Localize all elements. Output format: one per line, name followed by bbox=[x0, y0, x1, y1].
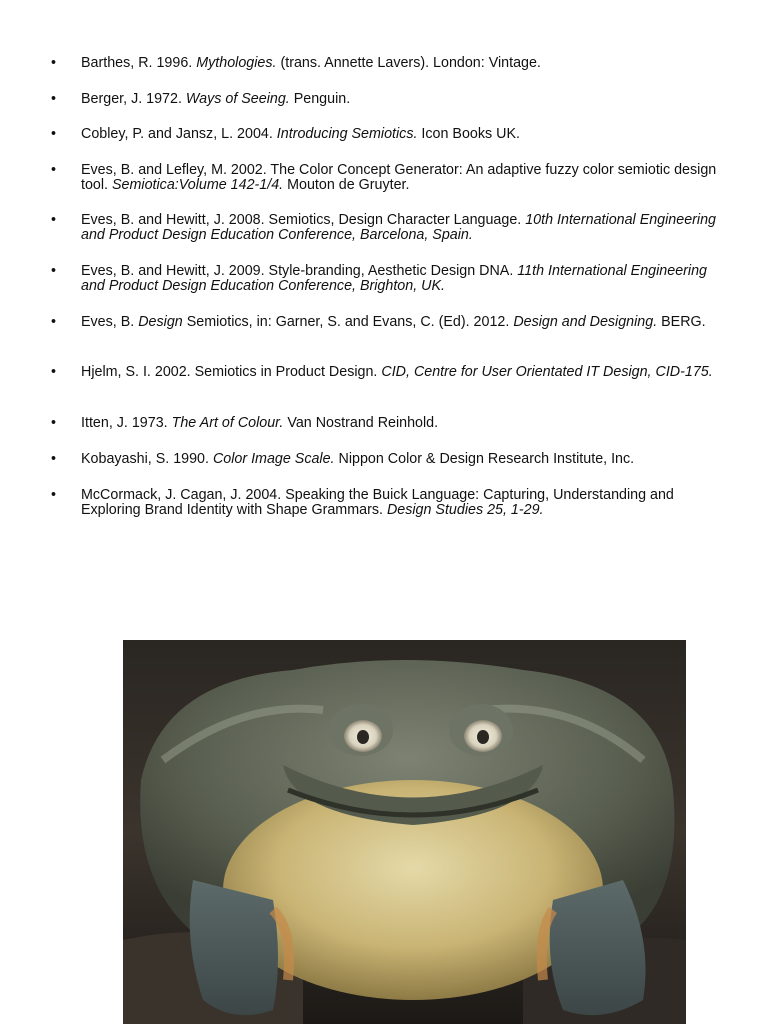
reference-part: Barthes, R. 1996. bbox=[81, 55, 197, 71]
reference-part: Eves, B. and Lefley, M. 2002. The Color Concept Generator: An adaptive fuzzy color semiotic design tool. bbox=[81, 162, 717, 193]
reference-part: Penguin. bbox=[289, 91, 351, 107]
reference-text bbox=[81, 315, 731, 330]
reference-part: Eves, B. and Hewitt, J. 2009. Style-branding, Aesthetic Design DNA. bbox=[81, 263, 518, 279]
reference-part: Itten, J. 1973. bbox=[81, 415, 172, 431]
reference-italic-part: CID, Centre for User Orientated IT Design, CID-175. bbox=[381, 364, 713, 380]
reference-part: Cobley, P. and Jansz, L. 2004. bbox=[81, 126, 277, 142]
reference-part: Icon Books UK. bbox=[417, 126, 520, 142]
reference-part: Eves, B. and Hewitt, J. 2008. Semiotics, Design Character Language. bbox=[81, 212, 526, 228]
reference-italic-part: 11th International Engineering and Product Design Education Conference, Brighton, UK. bbox=[81, 263, 707, 294]
reference-italic-part: Introducing Semiotics. bbox=[276, 126, 418, 142]
reference-italic-part: Design bbox=[138, 314, 183, 330]
reference-italic-part: Semiotica:Volume 142-1/4. bbox=[112, 176, 284, 193]
bullet: • bbox=[51, 487, 57, 503]
reference-part: BERG. bbox=[657, 314, 706, 330]
reference-text bbox=[81, 163, 731, 192]
bullet: • bbox=[51, 126, 57, 142]
bullet: • bbox=[51, 263, 57, 279]
reference-part: Mouton de Gruyter. bbox=[283, 176, 410, 193]
reference-italic-part: Design and Designing. bbox=[513, 314, 658, 330]
reference-italic-part: The Art of Colour. bbox=[171, 415, 284, 431]
reference-part: Hjelm, S. I. 2002. Semiotics in Product Design. bbox=[81, 364, 382, 380]
reference-part: McCormack, J. Cagan, J. 2004. Speaking the Buick Language: Capturing, Understanding and Exploring Brand Identity with Shape Grammars. bbox=[81, 487, 674, 518]
frog-photo bbox=[123, 640, 686, 1024]
reference-text bbox=[81, 416, 731, 431]
bullet: • bbox=[51, 212, 57, 228]
bullet: • bbox=[51, 55, 57, 71]
reference-text bbox=[81, 264, 731, 293]
bullet: • bbox=[51, 415, 57, 431]
bullet: • bbox=[51, 91, 57, 107]
reference-part: Eves, B. bbox=[81, 314, 139, 330]
reference-text bbox=[81, 488, 731, 517]
reference-italic-part: Color Image Scale. bbox=[212, 451, 335, 467]
reference-text bbox=[81, 127, 731, 142]
reference-part: Kobayashi, S. 1990. bbox=[81, 451, 213, 467]
bullet: • bbox=[51, 364, 57, 380]
reference-text bbox=[81, 365, 731, 380]
reference-part: Nippon Color & Design Research Institute, Inc. bbox=[334, 451, 635, 467]
reference-italic-part: 10th International Engineering and Product Design Education Conference, Barcelona, Spain. bbox=[81, 212, 717, 243]
reference-part: Berger, J. 1972. bbox=[81, 91, 186, 107]
reference-italic-part: Mythologies. bbox=[196, 55, 277, 71]
reference-italic-part: Ways of Seeing. bbox=[185, 91, 290, 107]
bullet: • bbox=[51, 451, 57, 467]
reference-italic-part: Design Studies 25, 1-29. bbox=[386, 501, 544, 518]
reference-text bbox=[81, 213, 731, 242]
reference-text bbox=[81, 56, 731, 71]
reference-part: (trans. Annette Lavers). London: Vintage. bbox=[276, 55, 541, 71]
reference-part: Semiotics, in: Garner, S. and Evans, C. (Ed). 2012. bbox=[182, 314, 514, 330]
bullet: • bbox=[51, 162, 57, 178]
reference-part: Van Nostrand Reinhold. bbox=[283, 415, 439, 431]
reference-text bbox=[81, 452, 731, 467]
reference-text bbox=[81, 92, 731, 107]
bullet: • bbox=[51, 314, 57, 330]
